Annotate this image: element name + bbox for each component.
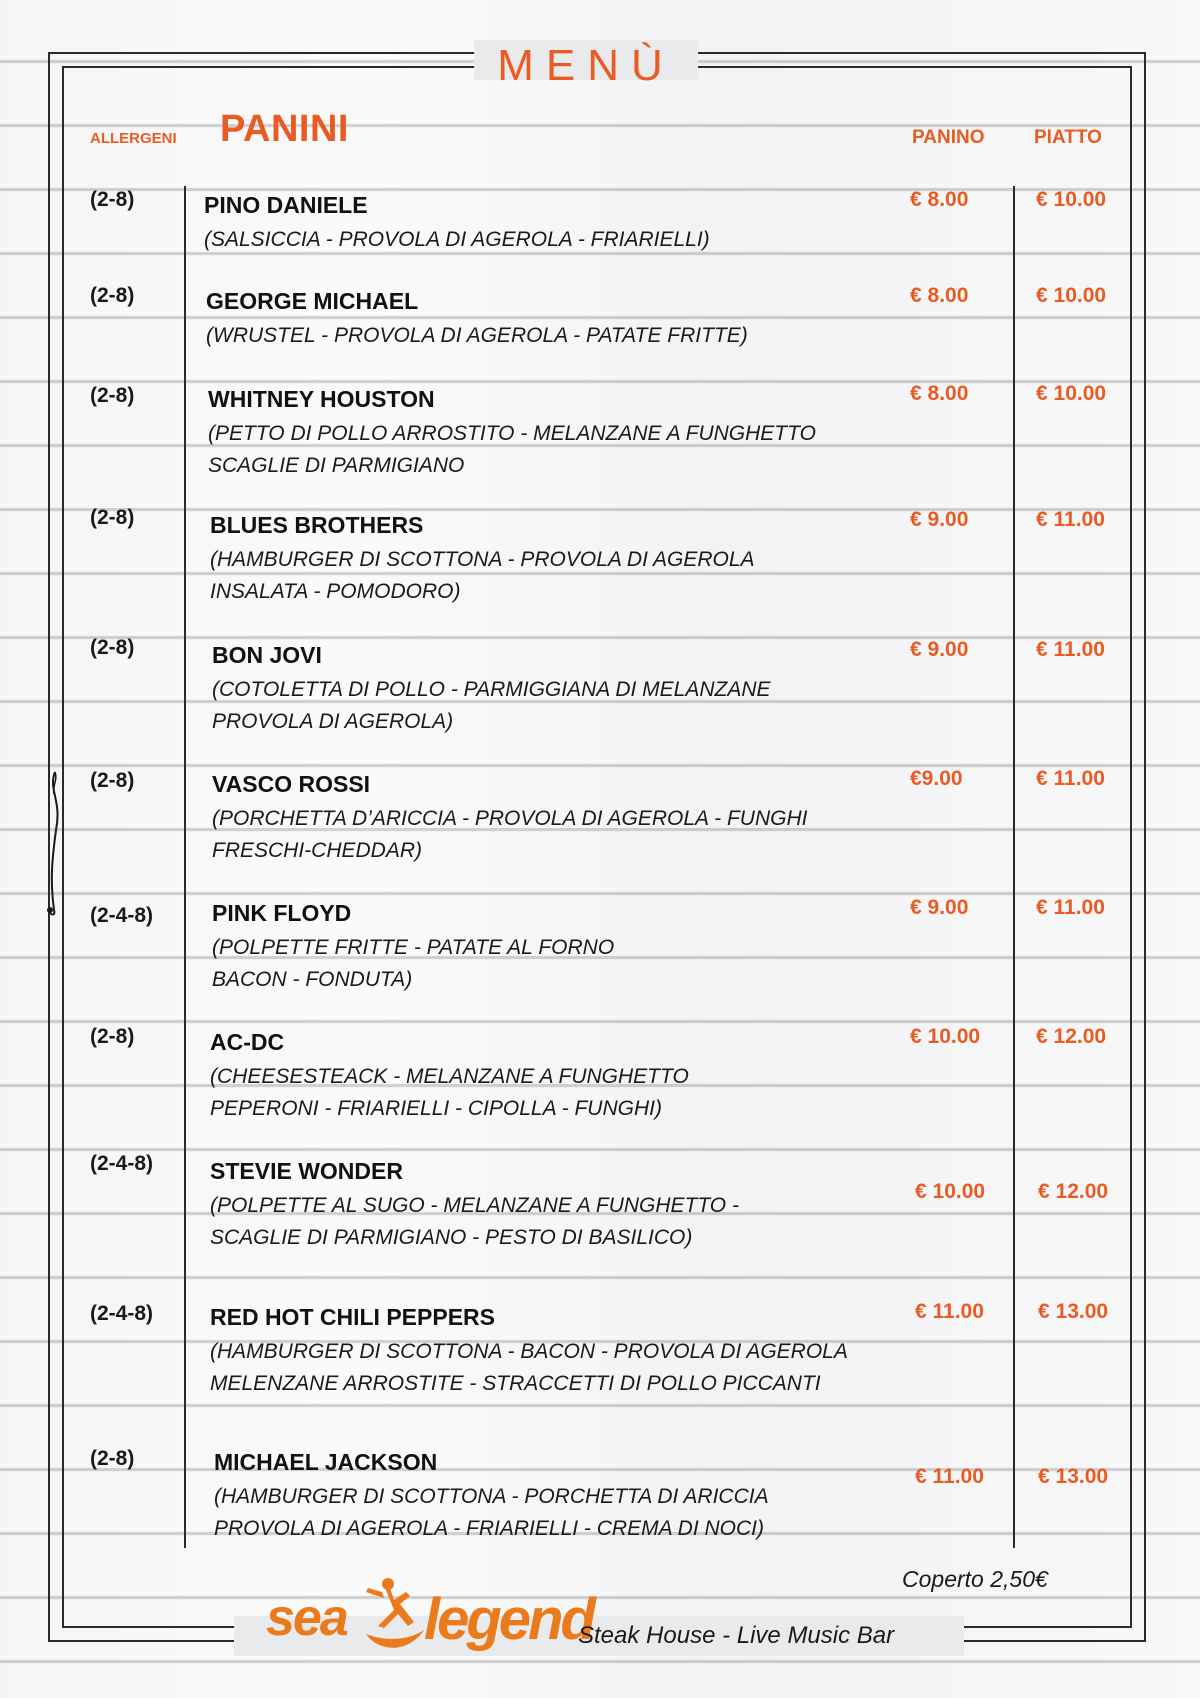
logo-word-legend: legend (424, 1587, 593, 1652)
menu-title: MENÙ (497, 41, 675, 90)
panino-price: € 8.00 (910, 188, 969, 211)
piatto-price: € 13.00 (1038, 1300, 1109, 1323)
item-allergens: (2-4-8) (90, 1152, 154, 1175)
piatto-price: € 12.00 (1038, 1180, 1109, 1203)
item-name: BLUES BROTHERS (210, 512, 424, 538)
item-name: GEORGE MICHAEL (206, 288, 419, 314)
panino-price: € 8.00 (910, 382, 969, 405)
panino-price: € 11.00 (915, 1465, 984, 1488)
item-name: MICHAEL JACKSON (214, 1449, 438, 1475)
item-description-line: (CHEESESTEACK - MELANZANE A FUNGHETTO (210, 1065, 689, 1088)
item-allergens: (2-8) (90, 769, 135, 792)
item-allergens: (2-8) (90, 1447, 135, 1470)
surfer-icon (358, 1574, 428, 1658)
panino-price: € 9.00 (910, 896, 969, 919)
section-title: PANINI (220, 108, 349, 150)
panino-price: € 10.00 (910, 1025, 981, 1048)
item-name: VASCO ROSSI (212, 771, 371, 797)
item-name: PINO DANIELE (204, 192, 368, 218)
item-description (208, 418, 816, 482)
piatto-price: € 11.00 (1036, 896, 1105, 919)
item-description-line: (PORCHETTA D’ARICCIA - PROVOLA DI AGEROLA - FUNGHI (212, 807, 808, 830)
item-description (212, 932, 614, 996)
item-description-line: (HAMBURGER DI SCOTTONA - BACON - PROVOLA DI AGEROLA (210, 1340, 848, 1363)
item-description-line: PROVOLA DI AGEROLA - FRIARIELLI - CREMA DI NOCI) (214, 1517, 764, 1540)
item-description-line: (HAMBURGER DI SCOTTONA - PROVOLA DI AGEROLA (210, 548, 755, 571)
item-description-line: (COTOLETTA DI POLLO - PARMIGGIANA DI MELANZANE (212, 678, 771, 701)
piatto-price: € 10.00 (1036, 284, 1107, 307)
panino-price: €9.00 (910, 767, 963, 790)
item-description (210, 544, 755, 608)
item-description (210, 1336, 848, 1400)
item-allergens: (2-8) (90, 506, 135, 529)
item-allergens: (2-4-8) (90, 904, 154, 927)
price-divider-line (1013, 186, 1015, 1548)
item-description-line: SCAGLIE DI PARMIGIANO - PESTO DI BASILICO) (210, 1226, 693, 1249)
item-description-line: (POLPETTE AL SUGO - MELANZANE A FUNGHETTO - (210, 1194, 739, 1217)
item-description-line: PEPERONI - FRIARIELLI - CIPOLLA - FUNGHI) (210, 1097, 662, 1120)
item-allergens: (2-8) (90, 1025, 135, 1048)
piatto-price: € 10.00 (1036, 188, 1107, 211)
item-name: BON JOVI (212, 642, 322, 668)
item-description-line: (SALSICCIA - PROVOLA DI AGEROLA - FRIARIELLI) (204, 228, 710, 251)
panino-column-header: PANINO (912, 127, 985, 148)
item-description-line: PROVOLA DI AGEROLA) (212, 710, 454, 733)
item-description (214, 1481, 769, 1545)
item-allergens: (2-8) (90, 384, 135, 407)
piatto-price: € 12.00 (1036, 1025, 1107, 1048)
item-allergens: (2-8) (90, 636, 135, 659)
item-name: STEVIE WONDER (210, 1158, 403, 1184)
piatto-price: € 13.00 (1038, 1465, 1109, 1488)
tagline: Steak House - Live Music Bar (578, 1622, 895, 1649)
item-description (212, 803, 807, 867)
piatto-price: € 11.00 (1036, 767, 1105, 790)
item-description (212, 674, 771, 738)
item-description-line: (POLPETTE FRITTE - PATATE AL FORNO (212, 936, 615, 959)
piatto-price: € 10.00 (1036, 382, 1107, 405)
item-allergens: (2-4-8) (90, 1302, 154, 1325)
logo-word-sea: sea (266, 1589, 347, 1647)
cover-charge: Coperto 2,50€ (902, 1566, 1048, 1592)
piatto-price: € 11.00 (1036, 508, 1105, 531)
item-name: AC-DC (210, 1029, 285, 1055)
item-allergens: (2-8) (90, 188, 135, 211)
item-name: RED HOT CHILI PEPPERS (210, 1304, 495, 1330)
item-allergens: (2-8) (90, 284, 135, 307)
item-description-line: BACON - FONDUTA) (212, 968, 413, 991)
piatto-column-header: PIATTO (1034, 127, 1102, 148)
item-description (210, 1190, 739, 1254)
panino-price: € 10.00 (915, 1180, 986, 1203)
item-description-line: SCAGLIE DI PARMIGIANO (208, 454, 465, 477)
allergeni-header: ALLERGENI (90, 130, 177, 147)
item-description-line: MELENZANE ARROSTITE - STRACCETTI DI POLLO PICCANTI (210, 1372, 821, 1395)
item-description-line: (HAMBURGER DI SCOTTONA - PORCHETTA DI ARICCIA (214, 1485, 769, 1508)
item-description-line: (PETTO DI POLLO ARROSTITO - MELANZANE A FUNGHETTO (208, 422, 816, 445)
panino-price: € 11.00 (915, 1300, 984, 1323)
piatto-price: € 11.00 (1036, 638, 1105, 661)
allergen-divider-line (184, 186, 186, 1548)
item-description (204, 224, 710, 256)
item-name: PINK FLOYD (212, 900, 352, 926)
item-description-line: FRESCHI-CHEDDAR) (212, 839, 422, 862)
item-description-line: INSALATA - POMODORO) (210, 580, 461, 603)
panino-price: € 9.00 (910, 508, 969, 531)
panino-price: € 9.00 (910, 638, 969, 661)
treble-clef-icon (44, 770, 66, 918)
item-description (210, 1061, 689, 1125)
item-description (206, 320, 748, 352)
sea-legend-logo (262, 1574, 593, 1666)
item-description-line: (WRUSTEL - PROVOLA DI AGEROLA - PATATE FRITTE) (206, 324, 748, 347)
panino-price: € 8.00 (910, 284, 969, 307)
item-name: WHITNEY HOUSTON (208, 386, 435, 412)
